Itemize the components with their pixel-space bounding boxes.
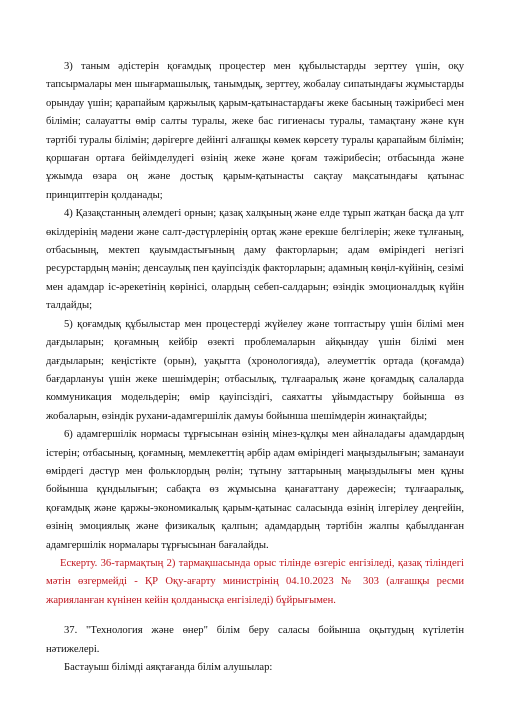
paragraph-item-3: 3) таным әдістерін қоғамдық процестер мен құбылыстарды зерттеу үшін, оқу тапсырмалары мен шығармашылық, танымдық, зерттеу, жобалау сипатындағы жұмыстарды орындау үшін; қарапайым қаржылық қарым-қатынастардағы жеке басының тәжірибесі мен білімін; салауатты өмір салты туралы, жеке бас гигиенасы туралы, тамақтану және күн тәртібі туралы білімін; дәрігерге дейінгі алғашқы көмек көрсету туралы қарапайым білімін; қоршаған ортаға бейімделудегі өзінің жеке және қоғам тәжірибесін; отбасында және ұжымда өзара оң және достық қарым-қатынасты сақтау мақсатындағы қатынас принциптерін қолданады;: [46, 61, 464, 201]
paragraph-item-6: 6) адамгершілік нормасы тұрғысынан өзінің мінез-құлқы мен айналадағы адамдардың істерін; отбасының, қоғамның, мемлекеттің әрбір адам өміріндегі маңыздылығын; заманауи өмірдегі дәстүр мен фольклордың рөлін; тұтыну заттарының маңыздылығы мен құны бойынша құндылығын; сабақта өз жұмысына қанағаттану дәрежесін; тұлғааралық, қоғамдық және қаржы-экономикалық қарым-қатынас саласында өзінің ілгерілеу деңгейін, өзінің эмоциялық және физикалық қалпын; адамдардың тәртібін жалпы қабылданған адамгершілік нормалары тұрғысынан бағалайды.: [46, 429, 464, 551]
paragraph-item-5: 5) қоғамдық құбылыстар мен процестерді жүйелеу және топтастыру үшін білімі мен дағдыларын; қоғамның кейбір өзекті проблемаларын айқындау үшін білімі мен дағдыларын; кеңістікте (орын), уақытта (хронологияда), әлеуметтік ортада (қоғамда) бағдарлануы үшін жеке шешімдерін; отбасылық, тұлғааралық және қоғамдық салаларда коммуникация модельдерін; өмір қауіпсіздігі, саяхатты ұйымдастыру бойынша өз жобаларын, өзіндік рухани-адамгершілік дамуы бойынша шешімдерін жинақтайды;: [46, 318, 464, 422]
section-37-heading: 37. "Технология және өнер" білім беру саласы бойынша оқытудың күтілетін нәтижелері.: [46, 625, 464, 655]
amendment-note: Ескерту. 36-тармақтың 2) тармақшасында орыс тілінде өзгеріс енгізіледі, қазақ тіліндегі мәтін өзгермейді - ҚР Оқу-ағарту министрінің 04.10.2023 № 303 (алғашқы ресми жарияланған күнінен кейін қолданысқа енгізіледі) бұйрығымен.: [46, 557, 464, 606]
paragraph-item-4: 4) Қазақстанның әлемдегі орнын; қазақ халқының және елде тұрып жатқан басқа да ұлт өкілдерінің мәдени және салт-дәстүрлерінің ортақ және ерекше белгілерін; жеке тұлғаның, отбасының, мектеп қауымдастығының даму факторларын; адам өміріндегі негізгі ресурстардың мәнін; денсаулық пен қауіпсіздік факторларын; адамның көңіл-күйінің, сезімі мен адамдар іс-әрекетінің көрінісі, олардың себеп-салдарын; өзіндік эмоционалдық күйін талдайды;: [46, 208, 464, 312]
spacer: [46, 610, 464, 622]
closing-line: Бастауыш білімді аяқтағанда білім алушылар:: [64, 662, 273, 673]
